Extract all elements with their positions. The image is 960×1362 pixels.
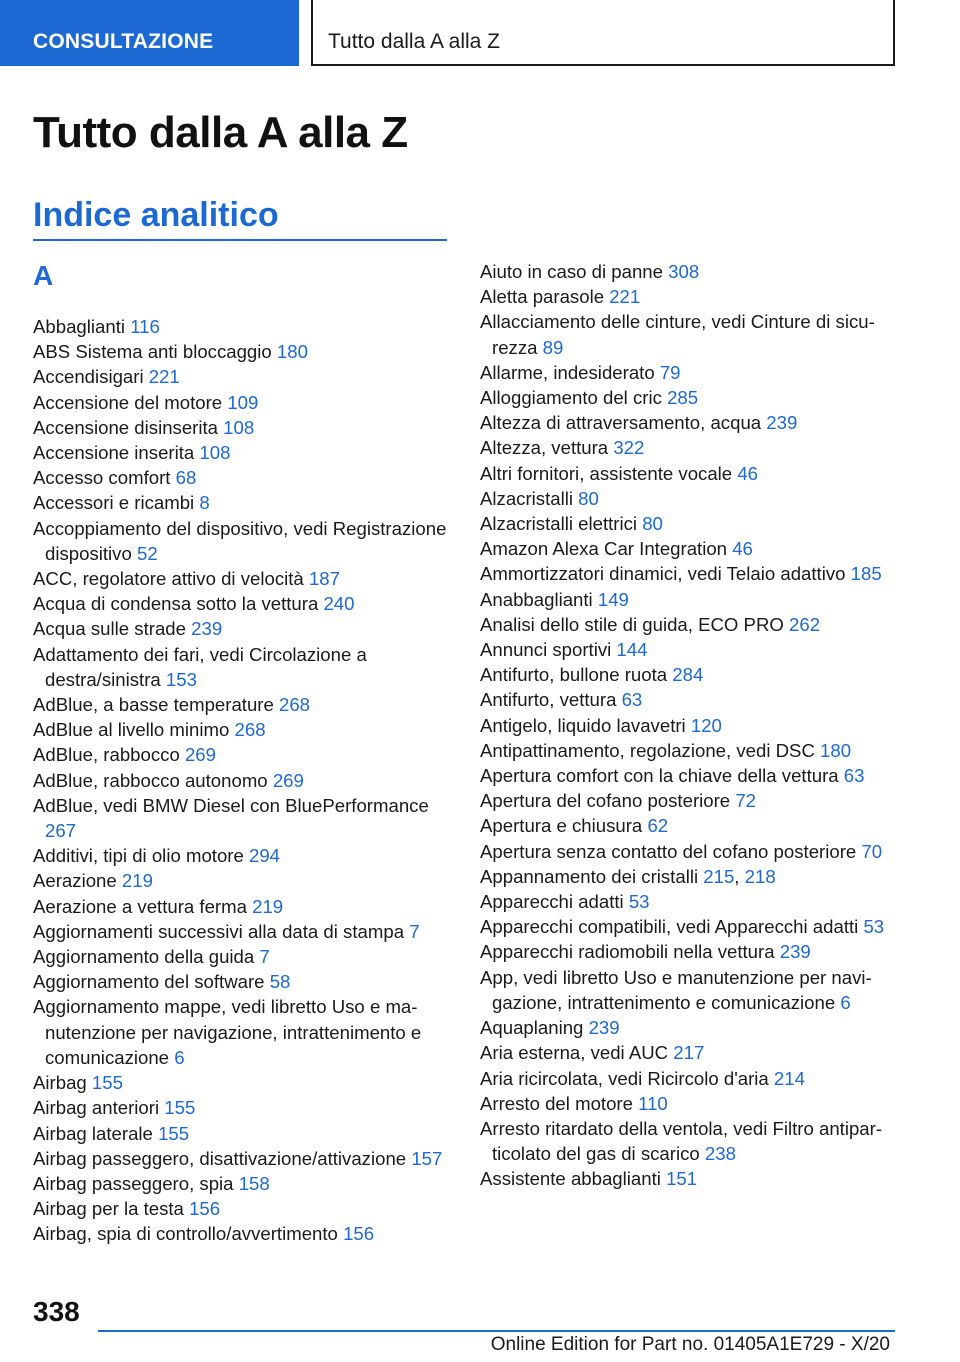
index-entry-text: Airbag per la testa (33, 1198, 190, 1220)
index-entry-text: Aggiornamenti successivi alla data di stampa (33, 920, 410, 942)
index-entry (480, 965, 895, 1015)
index-entry-text: Apparecchi compatibili, vedi Apparecchi adatti (480, 916, 864, 938)
chapter-tab: Tutto dalla A alla Z (311, 0, 895, 66)
page-link[interactable]: 285 (667, 387, 699, 409)
index-entry-text: Arresto ritardato della ventola, vedi Filtro antiparticolato del gas di scarico (480, 1117, 883, 1165)
index-entry (33, 566, 453, 591)
index-entry (480, 435, 895, 460)
index-entry (480, 587, 895, 612)
page-link[interactable]: 284 (672, 664, 704, 686)
page-link[interactable]: 180 (276, 341, 308, 363)
index-entry-text: Amazon Alexa Car Integration (480, 538, 733, 560)
index-entry-text: Accoppiamento del dispositivo, vedi Registrazione dispositivo (33, 517, 447, 564)
index-entry-text: Antigelo, liquido lavavetri (480, 714, 691, 736)
index-entry-text: Aletta parasole (480, 286, 610, 308)
index-entry-text: Aria ricircolata, vedi Ricircolo d'aria (480, 1067, 774, 1089)
index-entry (33, 490, 453, 515)
page-link[interactable]: 308 (668, 261, 700, 282)
index-entry (480, 889, 895, 914)
page-link[interactable]: 155 (164, 1097, 196, 1119)
page-link[interactable]: 262 (789, 613, 821, 635)
index-entry-text: Additivi, tipi di olio motore (33, 845, 249, 867)
index-entry (480, 385, 895, 410)
index-entry (33, 1121, 453, 1146)
page-link[interactable]: 218 (744, 865, 776, 887)
index-entry-text: App, vedi libretto Uso e manutenzione per navigazione, intrattenimento e comunicazione (480, 966, 872, 1013)
section-tab: CONSULTAZIONE (0, 0, 299, 66)
index-entry-text: Accessori e ricambi (33, 492, 200, 514)
page-link[interactable]: 7 (409, 920, 420, 942)
index-entry-text: Allarme, indesiderato (480, 361, 660, 383)
index-entry (33, 793, 453, 843)
index-entry-text: Accendisigari (33, 366, 149, 388)
index-entry (33, 339, 453, 364)
index-entry (33, 868, 453, 893)
index-entry (480, 536, 895, 561)
page-link[interactable]: 219 (252, 895, 284, 917)
index-entry (33, 768, 453, 793)
index-entry-text: Acqua sulle strade (33, 618, 192, 640)
index-entry-text: Alzacristalli (480, 487, 579, 509)
page-link[interactable]: 221 (148, 366, 180, 388)
page-link[interactable]: 267 (45, 820, 77, 842)
page-link[interactable]: 238 (704, 1143, 736, 1165)
index-entry (33, 516, 453, 566)
page-link[interactable]: 214 (773, 1067, 805, 1089)
page-link[interactable]: 116 (130, 316, 160, 337)
index-entry (33, 440, 453, 465)
index-entry-text: Apertura e chiusura (480, 815, 648, 837)
index-entry-text: Airbag anteriori (33, 1097, 165, 1119)
index-entry (33, 1171, 453, 1196)
page-link[interactable]: 80 (642, 513, 663, 535)
page-link[interactable]: 8 (199, 492, 210, 514)
page-link[interactable]: 269 (272, 769, 304, 791)
index-entry (33, 465, 453, 490)
page-link[interactable]: 108 (199, 442, 231, 464)
index-entry-text: Acqua di condensa sotto la vettura (33, 593, 324, 615)
index-entry (33, 314, 453, 339)
index-entry (33, 616, 453, 641)
index-entry (480, 1166, 895, 1191)
page-link[interactable]: 7 (259, 946, 270, 968)
index-entry-text: Aria esterna, vedi AUC (480, 1042, 674, 1064)
index-entry-text: Airbag laterale (33, 1122, 159, 1144)
index-entry (480, 1116, 895, 1166)
index-entry (480, 662, 895, 687)
index-entry-text: AdBlue, rabbocco autonomo (33, 769, 273, 791)
page-link[interactable]: 62 (647, 815, 669, 837)
index-entry-text: Altezza, vettura (480, 437, 614, 459)
page-header (0, 0, 960, 66)
index-entry-text: Allacciamento delle cinture, vedi Cinture di sicurezza (480, 311, 875, 358)
index-entry (480, 1066, 895, 1091)
index-entry-text: Ammortizzatori dinamici, vedi Telaio adattivo (480, 563, 851, 585)
page-link[interactable]: 80 (578, 487, 599, 509)
page-link[interactable]: 268 (234, 719, 266, 741)
index-entry: Appannamento dei cristalli 215, 218 (480, 865, 776, 887)
index-entry-text: AdBlue, rabbocco (33, 744, 185, 766)
index-entry-text: Apertura comfort con la chiave della vettura (480, 765, 844, 787)
index-entry-text: Aggiornamento mappe, vedi libretto Uso e manutenzione per navigazione, intrattenimento e comunicazione (33, 996, 422, 1068)
page-link[interactable]: 46 (737, 462, 759, 484)
index-entry (480, 360, 895, 385)
index-entry (480, 612, 895, 637)
page-link[interactable]: 79 (659, 361, 681, 383)
index-entry (33, 1221, 453, 1246)
index-entry (33, 969, 453, 994)
index-entry-text: Adattamento dei fari, vedi Circolazione a destra/sinistra (33, 643, 367, 690)
index-entry-text: Antifurto, vettura (480, 689, 622, 711)
page-link[interactable]: 217 (673, 1042, 705, 1064)
index-entry (480, 410, 895, 435)
index-entry-text: Airbag passeggero, spia (33, 1172, 239, 1194)
index-entry-text: Accesso comfort (33, 467, 176, 489)
index-entry-text: Apparecchi adatti (480, 891, 629, 913)
index-entry (33, 390, 453, 415)
index-column-left (33, 314, 453, 1247)
page-link[interactable]: 215 (703, 865, 735, 887)
index-entry (480, 309, 895, 359)
index-entry (33, 919, 453, 944)
index-entry (480, 687, 895, 712)
page-link[interactable]: 63 (843, 765, 865, 787)
page-link[interactable]: 156 (343, 1223, 375, 1245)
index-entry (480, 461, 895, 486)
index-entry-text: Airbag, spia di controllo/avvertimento (33, 1223, 344, 1245)
index-entry (480, 259, 895, 284)
page-link[interactable]: 153 (165, 668, 197, 690)
page-link[interactable]: 109 (227, 391, 259, 413)
page-link[interactable]: 185 (850, 563, 882, 585)
index-entry (480, 939, 895, 964)
page-link[interactable]: 155 (158, 1122, 190, 1144)
page-link[interactable]: 239 (588, 1017, 620, 1039)
index-entry (33, 717, 453, 742)
index-entry-text: Altri fornitori, assistente vocale (480, 462, 738, 484)
index-entry (480, 813, 895, 838)
page-link[interactable]: 240 (323, 593, 355, 615)
index-entry (33, 591, 453, 616)
page-link[interactable]: 53 (863, 916, 885, 938)
page-title: Tutto dalla A alla Z (33, 108, 408, 157)
page-link[interactable]: 149 (597, 588, 629, 610)
index-entry (33, 1070, 453, 1095)
index-subtitle: Indice analitico (33, 196, 279, 234)
page-link[interactable]: 239 (191, 618, 223, 640)
index-entry-text: Annunci sportivi (480, 639, 617, 661)
page-link[interactable]: 219 (121, 870, 153, 892)
index-entry (480, 788, 895, 813)
edition-note: Online Edition for Part no. 01405A1E729 - X/20 (490, 1334, 890, 1355)
index-entry (480, 914, 895, 939)
index-entry (480, 561, 895, 586)
page-link[interactable]: 108 (223, 416, 255, 438)
index-entry-text: Altezza di attraversamento, acqua (480, 412, 767, 434)
index-entry (480, 511, 895, 536)
page-link[interactable]: 6 (840, 991, 851, 1013)
index-entry-text: Alzacristalli elettrici (480, 513, 643, 535)
index-entry (33, 1196, 453, 1221)
page-link[interactable]: 110 (638, 1092, 668, 1114)
index-entry-text: Aerazione a vettura ferma (33, 895, 253, 917)
page-link[interactable]: 72 (735, 790, 756, 812)
index-entry (480, 1040, 895, 1065)
index-entry-text: Aggiornamento del software (33, 971, 270, 993)
index-entry-text: Antipattinamento, regolazione, vedi DSC (480, 739, 821, 761)
page-link[interactable]: 221 (609, 286, 641, 308)
page-link[interactable]: 158 (238, 1172, 270, 1194)
index-entry-text: AdBlue, a basse temperature (33, 694, 279, 716)
page-number: 338 (33, 1296, 80, 1327)
page-link[interactable]: 187 (308, 568, 340, 590)
index-entry-text: Aiuto in caso di panne (480, 261, 669, 282)
index-entry (33, 843, 453, 868)
page-link[interactable]: 268 (279, 694, 311, 716)
page-link[interactable]: 239 (766, 412, 798, 434)
page-link[interactable]: 144 (616, 639, 648, 661)
index-entry (33, 994, 453, 1070)
page-link[interactable]: 157 (411, 1147, 443, 1169)
index-entry-text: Airbag passeggero, disattivazione/attivazione (33, 1147, 412, 1169)
index-entry-text: Assistente abbaglianti (480, 1168, 667, 1190)
index-entry (480, 486, 895, 511)
page-link[interactable]: 155 (91, 1072, 123, 1094)
page-link[interactable]: 180 (820, 739, 852, 761)
index-entry-text: Alloggiamento del cric (480, 387, 668, 409)
page-link[interactable]: 6 (174, 1046, 185, 1068)
index-entry-text: Abbaglianti (33, 316, 131, 337)
page-link[interactable]: 322 (613, 437, 645, 459)
page-link[interactable]: 68 (175, 467, 197, 489)
index-entry (33, 1146, 453, 1171)
page-link[interactable]: 53 (628, 891, 650, 913)
page-link[interactable]: 89 (542, 336, 564, 358)
index-entry (33, 692, 453, 717)
page-link[interactable]: 70 (861, 840, 883, 862)
index-entry-text: Apparecchi radiomobili nella vettura (480, 941, 780, 963)
page-link[interactable]: 58 (269, 971, 291, 993)
index-entry (33, 944, 453, 969)
page-link[interactable]: 52 (136, 542, 158, 564)
page-link[interactable]: 156 (189, 1198, 221, 1220)
footer-divider (98, 1330, 895, 1332)
index-entry-text: Apertura del cofano posteriore (480, 790, 736, 812)
index-entry-text: Analisi dello stile di guida, ECO PRO (480, 613, 790, 635)
index-entry-text: ABS Sistema anti bloccaggio (33, 341, 277, 363)
index-entry (33, 894, 453, 919)
index-entry (480, 1091, 895, 1116)
index-entry (480, 637, 895, 662)
index-entry-text: Apertura senza contatto del cofano posteriore (480, 840, 862, 862)
index-entry (33, 415, 453, 440)
page-link[interactable]: 46 (732, 538, 753, 560)
page-link[interactable]: 120 (690, 714, 722, 736)
index-entry (480, 738, 895, 763)
index-entry-text: Aerazione (33, 870, 122, 892)
index-entry (33, 642, 453, 692)
index-entry (33, 1095, 453, 1120)
index-entry-text: Accensione del motore (33, 391, 228, 413)
index-entry-text: AdBlue, vedi BMW Diesel con BluePerformance (33, 794, 429, 816)
index-entry-text: Aggiornamento della guida (33, 946, 260, 968)
index-entry-text: Antifurto, bullone ruota (480, 664, 673, 686)
page-link[interactable]: 294 (249, 845, 281, 867)
index-entry-text: Appannamento dei cristalli (480, 865, 704, 887)
page-link[interactable]: 63 (621, 689, 643, 711)
index-entry-text: Accensione inserita (33, 442, 200, 464)
index-entry (33, 364, 453, 389)
index-entry (33, 742, 453, 767)
index-letter-heading: A (33, 260, 54, 291)
index-entry-text: AdBlue al livello minimo (33, 719, 235, 741)
index-entry (480, 763, 895, 788)
page-link[interactable]: 269 (184, 744, 216, 766)
index-entry-text: Airbag (33, 1072, 92, 1094)
page-link[interactable]: 239 (779, 941, 811, 963)
index-entry (480, 839, 895, 864)
index-entry-text: ACC, regolatore attivo di velocità (33, 568, 309, 590)
index-entry-text: Arresto del motore (480, 1092, 639, 1114)
index-entry (480, 1015, 895, 1040)
index-entry (480, 284, 895, 309)
index-entry-text: Aquaplaning (480, 1017, 589, 1039)
index-entry-text: Anabbaglianti (480, 588, 598, 610)
page-link[interactable]: 151 (666, 1168, 698, 1190)
index-entry (480, 713, 895, 738)
index-entry-text: Accensione disinserita (33, 416, 224, 438)
index-column-right (480, 259, 895, 1192)
subtitle-divider (33, 239, 447, 241)
